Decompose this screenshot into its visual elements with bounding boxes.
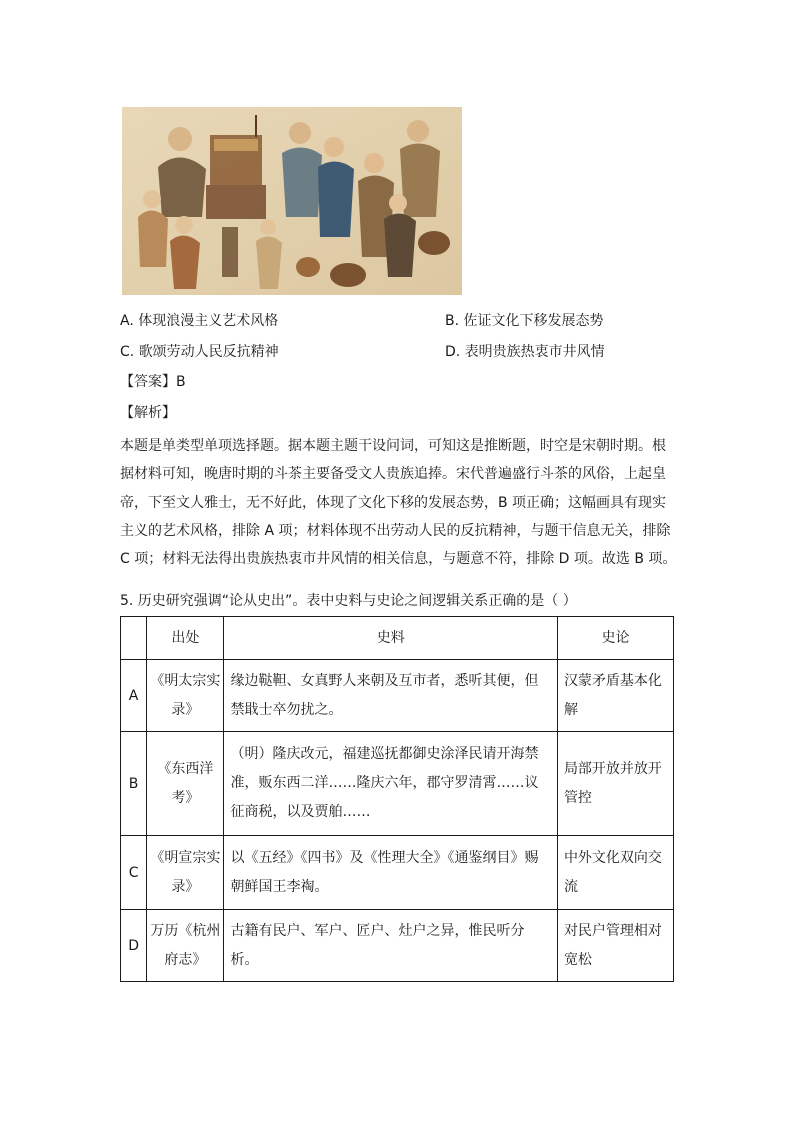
- row-view: 局部开放并放开管控: [557, 732, 673, 836]
- table-header-row: [121, 617, 674, 660]
- row-source: 《东西洋考》: [147, 732, 224, 836]
- row-view: 汉蒙矛盾基本化解: [557, 660, 673, 732]
- answer-line: 【答案】B: [120, 374, 186, 390]
- option-a: A. 体现浪漫主义艺术风格: [120, 313, 279, 329]
- analysis-line: 帝，下至文人雅士，无不好此，体现了文化下移的发展态势，B 项正确；这幅画具有现实: [120, 494, 667, 511]
- analysis-heading: 【解析】: [120, 405, 176, 421]
- analysis-line: C 项；材料无法得出贵族热衷市井风情的相关信息，与题意不符，排除 D 项。故选 B 项。: [120, 551, 677, 568]
- row-view: 对民户管理相对宽松: [557, 910, 673, 982]
- analysis-line: 本题是单类型单项选择题。据本题主题干设问词，可知这是推断题，时空是宋朝时期。根: [120, 438, 666, 454]
- row-material: （明）隆庆改元，福建巡抚都御史涂泽民请开海禁准，贩东西二洋……隆庆六年，郡守罗清霄……议征商税，以及贾舶……: [224, 732, 557, 836]
- row-id: A: [121, 660, 147, 732]
- row-material: 以《五经》《四书》及《性理大全》《通鉴纲目》赐朝鲜国王李祹。: [224, 836, 557, 910]
- row-id: D: [121, 910, 147, 982]
- analysis-paragraph: [120, 432, 675, 573]
- row-material: 古籍有民户、军户、匠户、灶户之异，惟民听分析。: [224, 910, 557, 982]
- table-row: [121, 660, 674, 732]
- option-c: C. 歌颂劳动人民反抗精神: [120, 344, 279, 360]
- analysis-line: 主义的艺术风格，排除 A 项；材料体现不出劳动人民的反抗精神，与题干信息无关，排除: [120, 522, 671, 539]
- row-source: 《明太宗实录》: [147, 660, 224, 732]
- row-source: 万历《杭州府志》: [147, 910, 224, 982]
- analysis-line: 据材料可知，晚唐时期的斗茶主要备受文人贵族追捧。宋代普遍盛行斗茶的风俗，上起皇: [120, 466, 666, 483]
- row-source: 《明宣宗实录》: [147, 836, 224, 910]
- table-row: [121, 910, 674, 982]
- source-table: [120, 616, 674, 982]
- table-row: [121, 836, 674, 910]
- row-id: C: [121, 836, 147, 910]
- header-source: 出处: [147, 617, 224, 660]
- row-id: B: [121, 732, 147, 836]
- option-b: B. 佐证文化下移发展态势: [445, 313, 604, 329]
- header-material: 史料: [224, 617, 557, 660]
- row-material: 缘边鞑靼、女真野人来朝及互市者，悉听其便，但禁戢士卒勿扰之。: [224, 660, 557, 732]
- table-row: [121, 732, 674, 836]
- row-view: 中外文化双向交流: [557, 836, 673, 910]
- header-blank: [121, 617, 147, 660]
- question-5-stem: 5. 历史研究强调“论从史出”。表中史料与史论之间逻辑关系正确的是（ ）: [120, 593, 577, 609]
- tea-painting-image: [122, 107, 462, 295]
- header-view: 史论: [557, 617, 673, 660]
- option-d: D. 表明贵族热衷市井风情: [445, 344, 605, 360]
